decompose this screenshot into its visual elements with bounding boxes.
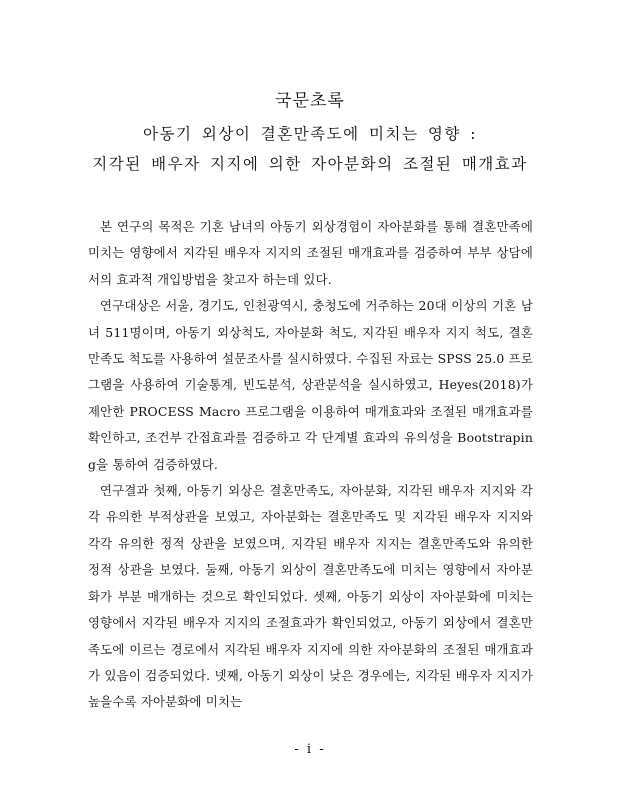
abstract-body [88, 214, 533, 716]
page-title: 국문초록 [275, 91, 345, 111]
subtitle-line-2: 지각된 배우자 지지에 의한 자아분화의 조절된 매개효과 [92, 155, 528, 173]
subtitle-line-1: 아동기 외상이 결혼만족도에 미치는 영향 : [143, 125, 477, 143]
paragraph-purpose: 본 연구의 목적은 기혼 남녀의 아동기 외상경험이 자아분화를 통해 결혼만족에 미치는 영향에서 지각된 배우자 지지의 조절된 매개효과를 검증하여 부부 상담에서의 효과적 개입방법을 찾고자 하는데 있다. [88, 219, 533, 287]
page-number: - i - [294, 742, 326, 757]
paragraph-results: 연구결과 첫째, 아동기 외상은 결혼만족도, 자아분화, 지각된 배우자 지지와 각각 유의한 부적상관을 보였고, 자아분화는 결혼만족도 및 지각된 배우자 지지와 각각 유의한 정적 상관을 보였으며, 지각된 배우자 지지는 결혼만족도와 유의한 정적 상관을 보였다. 둘째, 아동기 외상이 결혼만족도에 미치는 영향에서 자아분화가 부분 매개하는 것으로 확인되었다. 셋째, 아동기 외상이 자아분화에 미치는 영향에서 지각된 배우자 지지의 조절효과가 확인되었고, 아동기 외상에서 결혼만족도에 이르는 경로에서 지각된 배우자 지지에 의한 자아분화의 조절된 매개효과가 있음이 검증되었다. 넷째, 아동기 외상이 낮은 경우에는, 지각된 배우자 지지가 높을수록 자아분화에 미치는 [88, 483, 533, 710]
paragraph-method: 연구대상은 서울, 경기도, 인천광역시, 충청도에 거주하는 20대 이상의 기혼 남녀 511명이며, 아동기 외상척도, 자아분화 척도, 지각된 배우자 지지 척도, 결혼만족도 척도를 사용하여 설문조사를 실시하였다. 수집된 자료는 SPSS 25.0 프로그램을 사용하여 기술통계, 빈도분석, 상관분석을 실시하였고, Heyes(2018)가 제안한 PROCESS Macro 프로그램을 이용하여 매개효과와 조절된 매개효과를 확인하고, 조건부 간접효과를 검증하고 각 단계별 효과의 유의성을 Bootstraping을 통하여 검증하였다. [88, 298, 533, 472]
